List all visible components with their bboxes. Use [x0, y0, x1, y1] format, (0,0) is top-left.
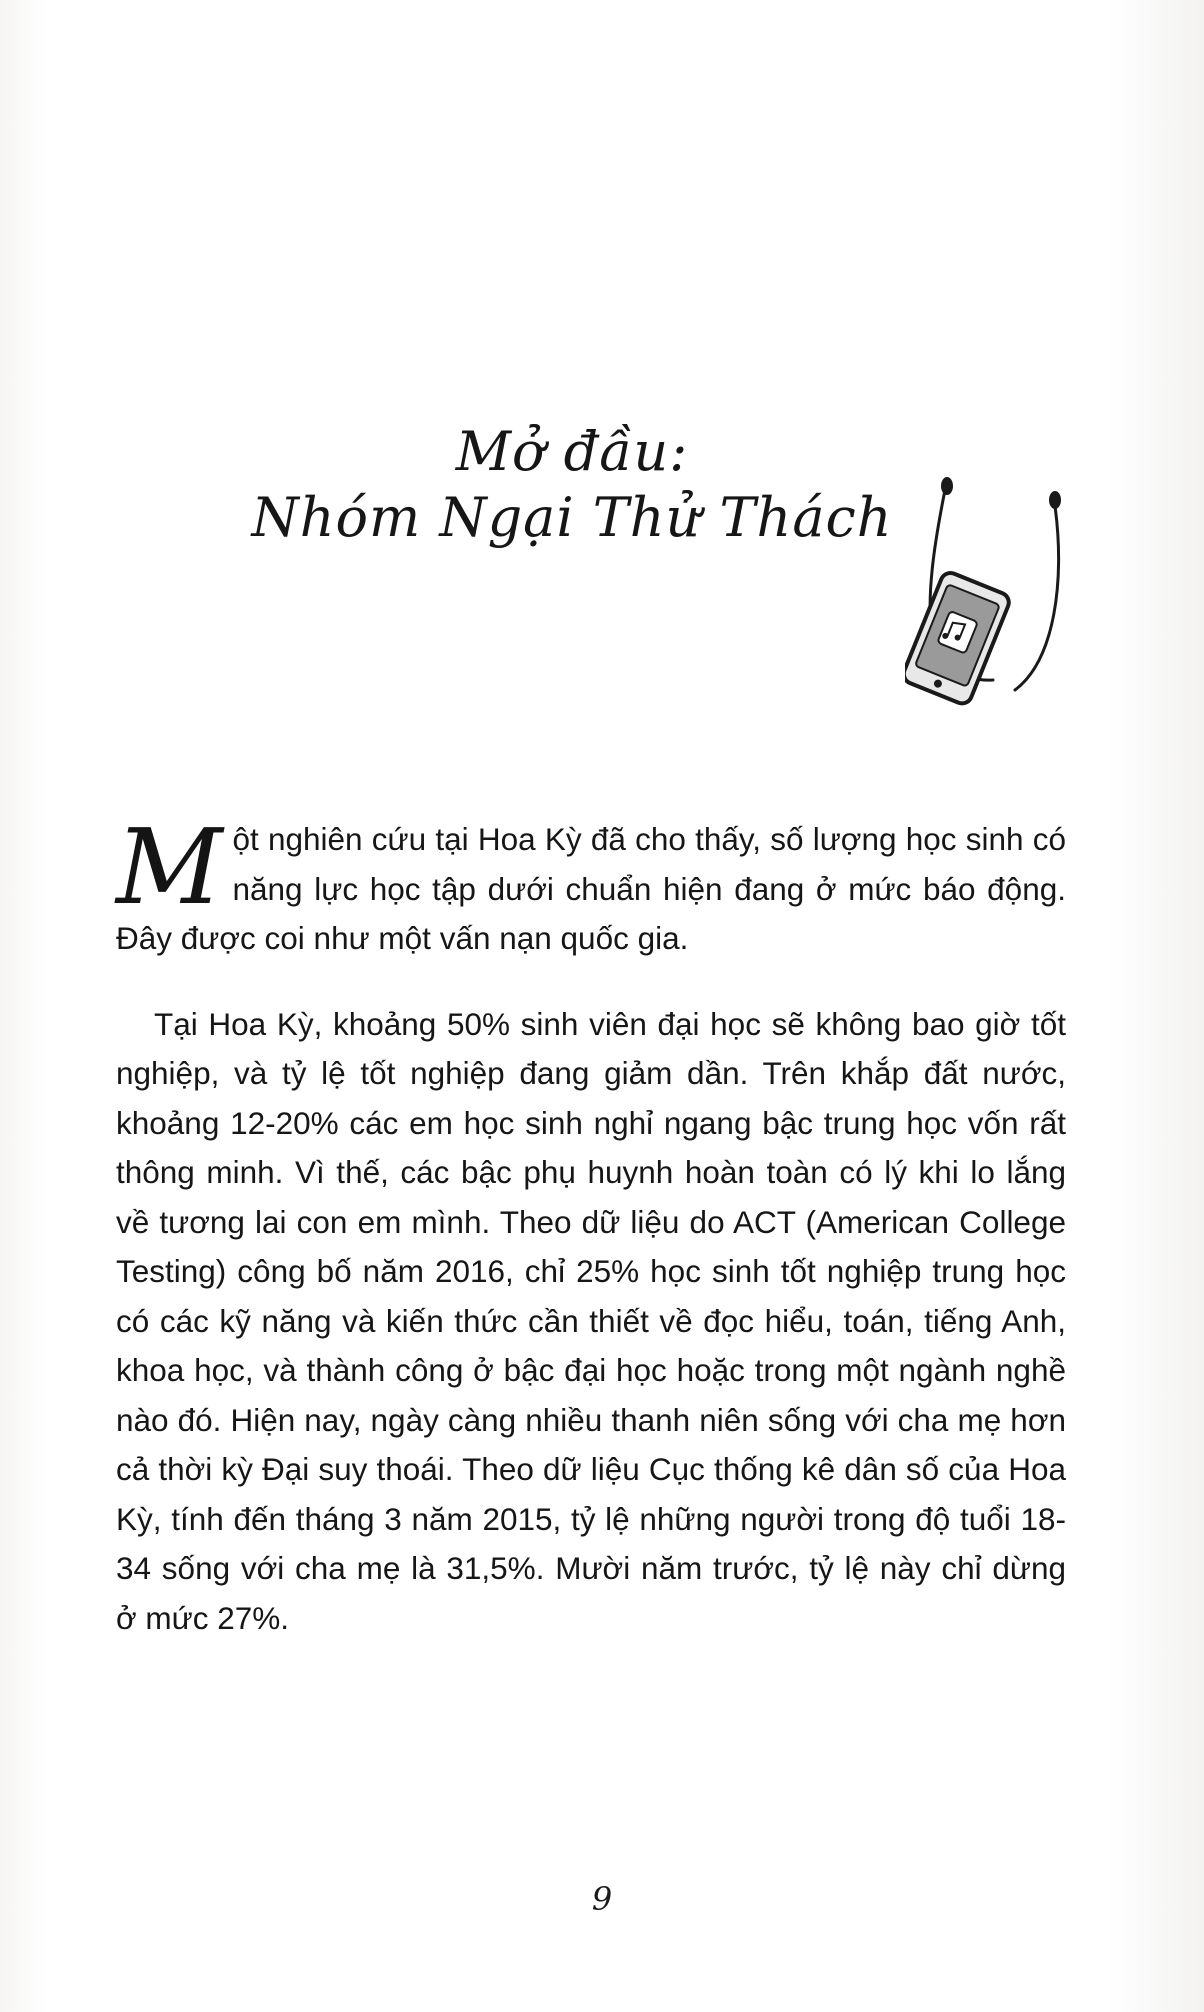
bleed-through-text [140, 165, 1060, 216]
paragraph-1 [116, 806, 1066, 964]
paragraph-2: Tại Hoa Kỳ, khoảng 50% sinh viên đại học sẽ không bao giờ tốt nghiệp, và tỷ lệ tốt nghiệp đang giảm dần. Trên khắp đất nước, khoảng 12-20% các em học sinh nghỉ ngang bậc trung học vốn rất thông minh. Vì thế, các bậc phụ huynh hoàn toàn có lý khi lo lắng về tương lai con em mình. Theo dữ liệu do ACT (American College Testing) công bố năm 2016, chỉ 25% học sinh tốt nghiệp trung học có các kỹ năng và kiến thức cần thiết về đọc hiểu, toán, tiếng Anh, khoa học, và thành công ở bậc đại học hoặc trong một ngành nghề nào đó. Hiện nay, ngày càng nhiều thanh niên sống với cha mẹ hơn cả thời kỳ Đại suy thoái. Theo dữ liệu Cục thống kê dân số của Hoa Kỳ, tính đến tháng 3 năm 2015, tỷ lệ những người trong độ tuổi 18-34 sống với cha mẹ là 31,5%. Mười năm trước, tỷ lệ này chỉ dừng ở mức 27%. [116, 1005, 1066, 1636]
drop-cap: M [116, 806, 223, 928]
chapter-title-line-1: Mở đầu: [455, 420, 689, 483]
smartphone-with-earphones-icon [905, 460, 1105, 740]
page-number: 9 [591, 1880, 613, 1918]
paragraph-1-text: ột nghiên cứu tại Hoa Kỳ đã cho thấy, số lượng học sinh có năng lực học tập dưới chuẩn hiện đang ở mức báo động. Đây được coi như một vấn nạn quốc gia. [116, 821, 1066, 956]
chapter-title-line-2: Nhóm Ngại Thử Thách [251, 486, 893, 549]
body-text [116, 806, 1066, 1643]
